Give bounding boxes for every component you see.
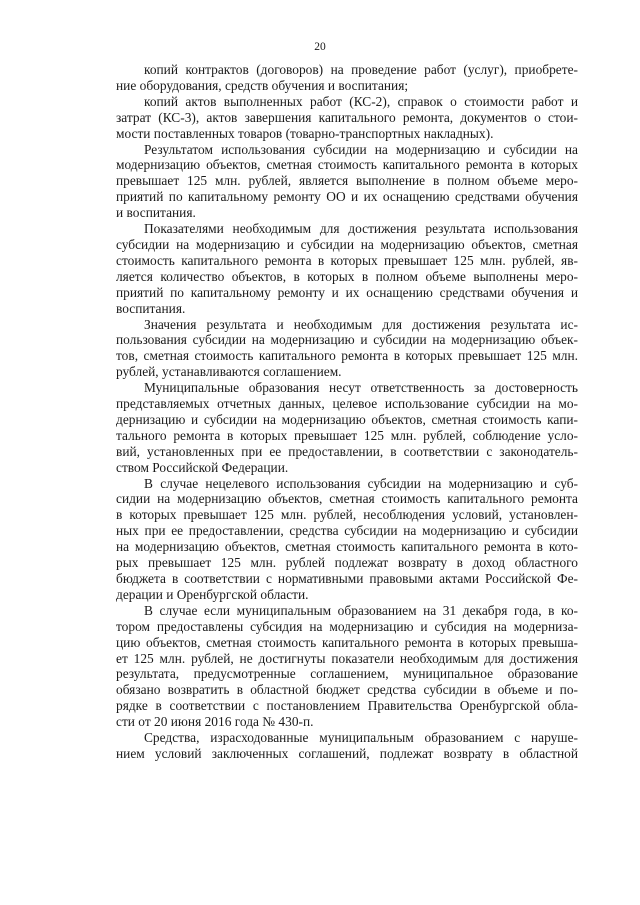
paragraph: [116, 603, 578, 730]
document-body: [116, 62, 578, 762]
text-line: тов, сметная стоимость капитального ремонта в которых превышает 125 млн.: [116, 348, 578, 364]
text-line: Показателями необходимым для достижения результата использования: [144, 221, 578, 237]
text-line: ных при ее предоставлении, средства субсидии на модернизацию и субсидии: [116, 523, 578, 539]
text-line: на модернизацию объектов, сметная стоимость капитального ремонта в кото-: [116, 539, 578, 555]
text-line: В случае если муниципальным образованием на 31 декабря года, в ко-: [144, 602, 578, 618]
paragraph: [116, 380, 578, 475]
text-line: приятий по капитальному ремонту и их оснащению средствами обучения и: [116, 284, 578, 300]
text-line: Значения результата и необходимым для достижения результата ис-: [144, 316, 578, 332]
text-line: в которых превышает 125 млн. рублей, несоблюдения условий, установлен-: [116, 507, 578, 523]
text-line: вий, установленных при ее предоставлении, в соответствии с законодатель-: [116, 443, 578, 459]
text-line: тором предоставлены субсидия на модернизацию и субсидия на модерниза-: [116, 618, 578, 634]
text-line: ляется количество объектов, в которых в полном объеме выполнены меро-: [116, 268, 578, 284]
text-line: пользования субсидии на модернизацию и субсидии на модернизацию объек-: [116, 332, 578, 348]
text-line: нием условий заключенных соглашений, подлежат возврату в областной: [116, 745, 578, 761]
page-number: 20: [314, 41, 326, 53]
paragraph: [116, 221, 578, 316]
text-line: Результатом использования субсидии на модернизацию и субсидии на: [144, 141, 578, 157]
text-line: модернизацию объектов, сметная стоимость капитального ремонта в которых: [116, 157, 578, 173]
text-line: субсидии на модернизацию и субсидии на модернизацию объектов, сметная: [116, 236, 578, 252]
text-line: сти от 20 июня 2016 года № 430-п.: [116, 714, 314, 730]
text-line: затрат (КС-3), актов завершения капитального ремонта, документов о стои-: [116, 109, 578, 125]
text-line: приятий по капитальному ремонту ОО и их оснащению средствами обучения: [116, 189, 578, 205]
text-line: рядке в соответствии с постановлением Правительства Оренбургской обла-: [116, 698, 578, 714]
text-line: дерации и Оренбургской области.: [116, 586, 309, 602]
text-line: копий контрактов (договоров) на проведение работ (услуг), приобрете-: [144, 62, 578, 77]
text-line: обязано возвратить в областной бюджет средства субсидии в объеме и по-: [116, 682, 578, 698]
paragraph: [116, 476, 578, 603]
text-line: В случае нецелевого использования субсидии на модернизацию и суб-: [144, 475, 578, 491]
text-line: превышает 125 млн. рублей, является выполнение в полном объеме меро-: [116, 173, 578, 189]
text-line: Средства, израсходованные муниципальным образованием с наруше-: [144, 730, 578, 746]
paragraph: [116, 94, 578, 142]
text-line: представляемых отчетных данных, целевое использование субсидии на мо-: [116, 396, 578, 412]
text-line: Муниципальные образования несут ответственность за достоверность: [144, 380, 578, 396]
text-line: ет 125 млн. рублей, не достигнуты показатели необходимым для достижения: [116, 650, 578, 666]
text-line: сидии на модернизацию объектов, сметная стоимость капитального ремонта: [116, 491, 578, 507]
paragraph: [116, 142, 578, 222]
text-line: цию объектов, сметная стоимость капитального ремонта в которых превыша-: [116, 634, 578, 650]
text-line: воспитания.: [116, 300, 186, 316]
text-line: копий актов выполненных работ (КС-2), справок о стоимости работ и: [144, 93, 578, 109]
text-line: ние оборудования, средств обучения и воспитания;: [116, 77, 409, 93]
text-line: бюджета в соответствии с нормативными правовыми актами Российской Фе-: [116, 571, 578, 586]
text-line: тального ремонта в которых превышает 125 млн. рублей, соблюдение усло-: [116, 427, 578, 443]
text-line: и воспитания.: [116, 205, 196, 221]
text-line: дернизацию и субсидии на модернизацию объектов, сметная стоимость капи-: [116, 411, 578, 427]
text-line: рых превышает 125 млн. рублей подлежат возврату в доход областного: [116, 555, 578, 571]
paragraph: [116, 62, 578, 94]
text-line: рублей, устанавливаются соглашением.: [116, 364, 342, 380]
paragraph: [116, 730, 578, 762]
text-line: результата, предусмотренные соглашением, муниципальное образование: [116, 666, 578, 682]
text-line: стоимость капитального ремонта в которых превышает 125 млн. рублей, яв-: [116, 252, 578, 268]
text-line: мости поставленных товаров (товарно-транспортных накладных).: [116, 125, 494, 141]
paragraph: [116, 317, 578, 381]
text-line: ством Российской Федерации.: [116, 459, 289, 475]
